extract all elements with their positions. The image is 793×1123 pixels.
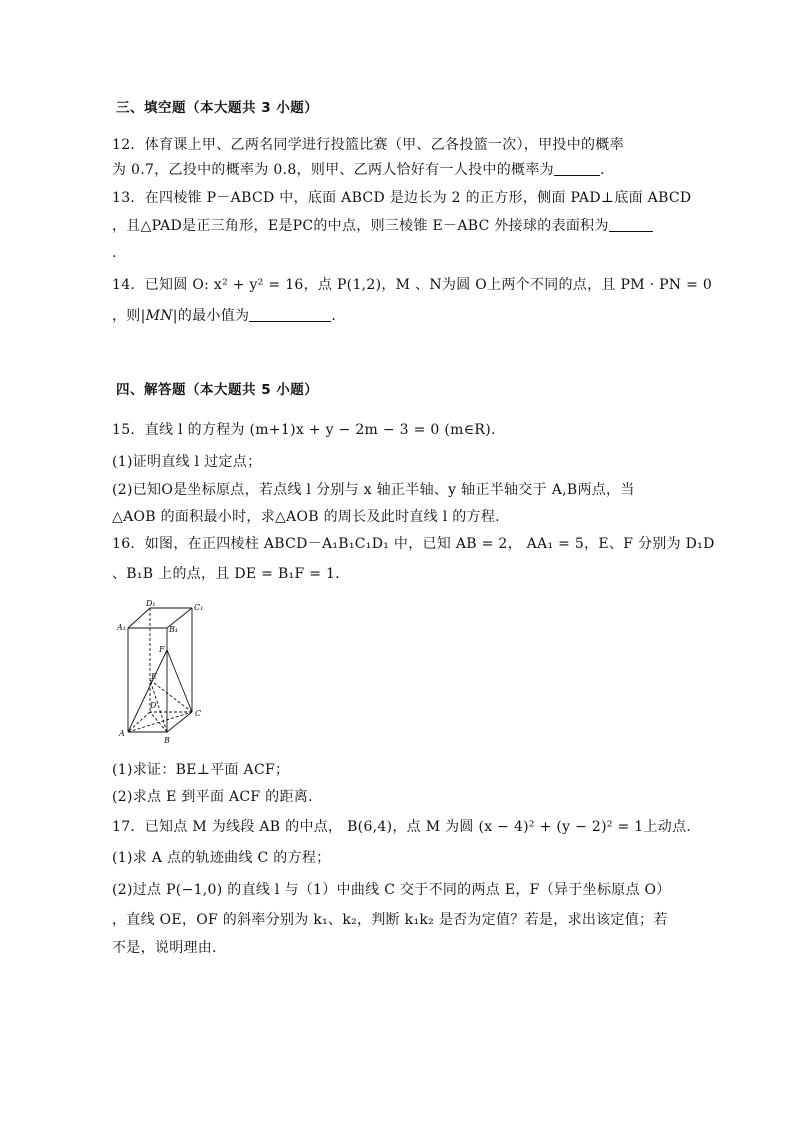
label-D1: D₁: [146, 600, 156, 608]
q16-line1: 16．如图，在正四棱柱 ABCD－A₁B₁C₁D₁ 中，已知 AB = 2， AA₁ = 5，E、F 分别为 D₁D: [112, 536, 715, 552]
q13-answer-blank: [609, 217, 653, 232]
label-D: D: [150, 701, 157, 710]
q14-line2-a: ，则: [112, 308, 141, 324]
q14-line2: [112, 306, 692, 326]
label-C: C: [195, 709, 202, 718]
q14-line2-end: .: [331, 308, 337, 324]
label-A1: A₁: [117, 623, 126, 632]
q12-line1: 12．体育课上甲、乙两名同学进行投篮比赛（甲、乙各投篮一次），甲投中的概率: [112, 137, 624, 153]
prism-figure: [112, 600, 222, 748]
label-F: F: [159, 645, 165, 654]
q13-line2-text: ，且△PAD是正三角形，E是PC的中点，则三棱锥 E－ABC 外接球的表面积为: [112, 218, 609, 234]
label-B1: B₁: [169, 625, 179, 634]
q13-line1: 13．在四棱锥 P－ABCD 中，底面 ABCD 是边长为 2 的正方形，侧面 PAD⊥底面 ABCD: [112, 190, 692, 206]
q17-line3: (2)过点 P(−1,0) 的直线 l 与（1）中曲线 C 交于不同的两点 E，F（异于坐标原点 O）: [112, 882, 671, 898]
q16-part2: (2)求点 E 到平面 ACF 的距离．: [112, 789, 323, 805]
q16-line2: 、B₁B 上的点，且 DE = B₁F = 1．: [112, 566, 350, 582]
q12-answer-blank: [554, 161, 600, 176]
q17-line4: ，直线 OE，OF 的斜率分别为 k₁、k₂，判断 k₁k₂ 是否为定值？若是，求出该定值；若: [112, 912, 668, 928]
section4-heading: 四、解答题（本大题共 5 小题）: [116, 382, 319, 398]
label-E: E: [151, 672, 157, 681]
q14-answer-blank: [249, 307, 331, 322]
q13-line3: .: [112, 245, 117, 261]
label-A: A: [119, 729, 125, 738]
q12-line2-end: .: [599, 162, 605, 178]
q15-line2: (1)证明直线 l 过定点；: [112, 454, 262, 470]
section3-heading: 三、填空题（本大题共 3 小题）: [116, 100, 319, 116]
q15-line4: △AOB 的面积最小时，求△AOB 的周长及此时直线 l 的方程.: [112, 509, 500, 525]
label-C1: C₁: [194, 603, 204, 612]
q12-line2: [112, 160, 692, 180]
q17-line5: 不是，说明理由．: [112, 940, 227, 956]
q14-line2-mn: |MN|: [140, 308, 178, 324]
q17-line1: 17．已知点 M 为线段 AB 的中点， B(6,4)，点 M 为圆 (x − 4)² + (y − 2)² = 1上动点．: [112, 819, 701, 835]
q13-line2: [112, 216, 692, 236]
q17-line2: (1)求 A 点的轨迹曲线 C 的方程；: [112, 850, 331, 866]
prism-diagram: [112, 600, 222, 748]
q12-line2-text: 为 0.7，乙投中的概率为 0.8，则甲、乙两人恰好有一人投中的概率为: [112, 162, 554, 178]
q14-line2-c: 的最小值为: [177, 308, 250, 324]
label-B: B: [164, 736, 170, 745]
q15-line3: (2)已知O是坐标原点，若点线 l 分别与 x 轴正半轴、y 轴正半轴交于 A,B两点，当: [112, 482, 635, 498]
q15-line1: 15．直线 l 的方程为 (m+1)x + y − 2m − 3 = 0 (m∈R).: [112, 422, 496, 438]
q16-part1: (1)求证：BE⊥平面 ACF；: [112, 762, 290, 778]
q14-line1: 14．已知圆 O: x² + y² = 16，点 P(1,2)，M 、N为圆 O上两个不同的点，且 PM · PN = 0: [112, 277, 713, 293]
